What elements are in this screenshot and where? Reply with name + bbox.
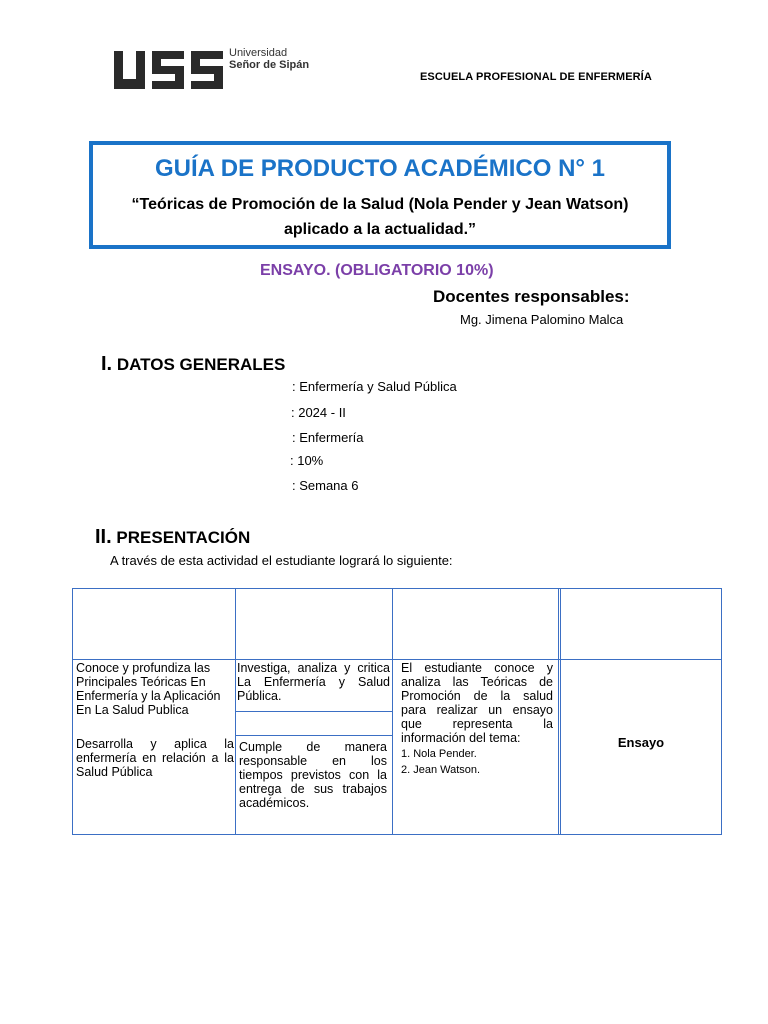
section-2-title: PRESENTACIÓN <box>116 528 251 547</box>
logo-line-2: Señor de Sipán <box>229 59 310 71</box>
competencies-table <box>72 588 722 835</box>
table-cell-competency-b: Desarrolla y aplica la enfermería en relación a la Salud Pública <box>76 737 234 779</box>
dato-item: : Enfermería <box>292 430 364 445</box>
table-divider <box>235 735 392 736</box>
table-divider <box>73 659 721 660</box>
dato-item: : Semana 6 <box>292 478 359 493</box>
essay-label: ENSAYO. (OBLIGATORIO 10%) <box>260 262 494 279</box>
table-divider <box>560 589 561 834</box>
subtitle-line-1: “Teóricas de Promoción de la Salud (Nola Pender y Jean Watson) <box>131 196 629 213</box>
guide-title: GUÍA DE PRODUCTO ACADÉMICO N° 1 <box>154 155 606 182</box>
dato-item: : 10% <box>290 453 324 468</box>
section-2-intro: A través de esta actividad el estudiante logrará lo siguiente: <box>110 553 453 568</box>
section-2-heading <box>95 526 250 549</box>
product-item-1: 1. Nola Pender. <box>401 748 477 760</box>
subtitle-line-2: aplicado a la actualidad.” <box>283 221 477 238</box>
table-divider <box>235 711 392 712</box>
logo-university-name <box>229 47 309 71</box>
table-cell-competency-a: Conoce y profundiza las Principales Teóricas En Enfermería y la Aplicación En La Salud Publica <box>76 661 221 717</box>
table-cell-product-description <box>401 661 553 777</box>
section-2-number: II. <box>95 526 112 548</box>
table-divider <box>558 589 559 834</box>
dato-item: : Enfermería y Salud Pública <box>292 379 457 394</box>
dato-item: : 2024 - II <box>291 405 346 420</box>
table-cell-skill-b: Cumple de manera responsable en los tiempos previstos con la entrega de sus trabajos académicos. <box>239 740 387 810</box>
logo-line-1: Universidad <box>229 47 288 59</box>
table-cell-product-type: Ensayo <box>617 735 665 750</box>
section-1-heading <box>101 353 285 376</box>
school-name: ESCUELA PROFESIONAL DE ENFERMERÍA <box>420 71 652 83</box>
table-divider <box>392 589 393 834</box>
docente-name: Mg. Jimena Palomino Malca <box>460 312 624 327</box>
section-1-number: I. <box>101 353 113 375</box>
section-1-title: DATOS GENERALES <box>116 355 286 374</box>
product-description-text: El estudiante conoce y analiza las Teóricas de Promoción de la salud para realizar un ensayo que representa la información del tema: <box>401 661 553 745</box>
guide-subtitle <box>89 192 671 242</box>
product-item-2: 2. Jean Watson. <box>401 764 481 776</box>
docentes-heading: Docentes responsables: <box>433 287 630 306</box>
table-cell-skill-a: Investiga, analiza y critica La Enfermería y Salud Pública. <box>237 661 390 703</box>
